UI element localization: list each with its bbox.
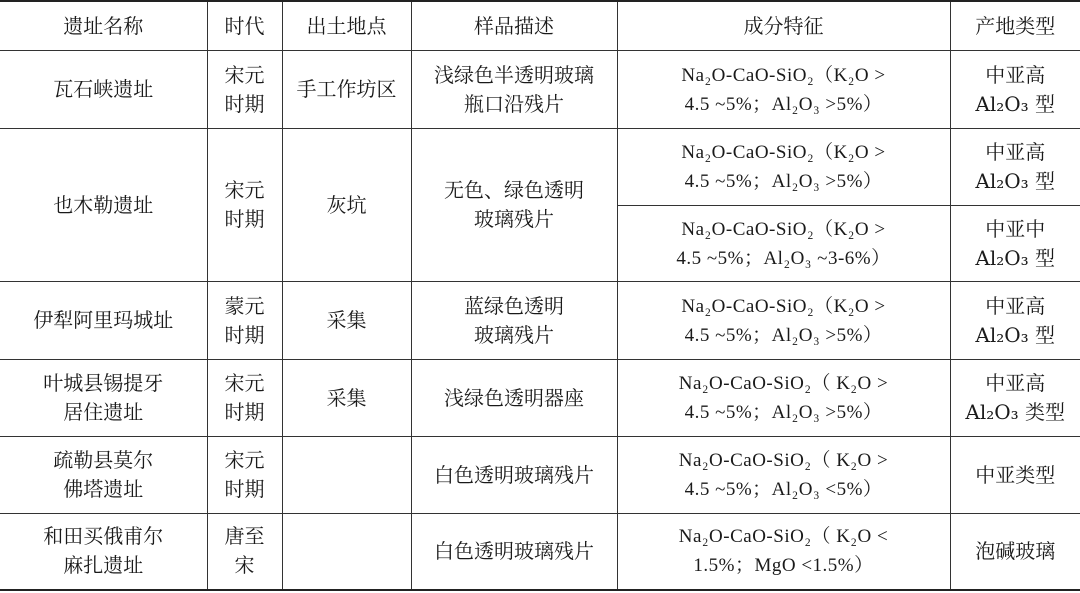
location-cell: 采集	[282, 282, 411, 360]
site-cell: 瓦石峡遗址	[0, 51, 207, 129]
table-row	[0, 129, 1080, 206]
header-location: 出土地点	[282, 1, 411, 51]
composition-cell: Na₂O-CaO-SiO₂（K₂O > 4.5 ~5%；Al₂O₃ >5%）	[617, 129, 950, 206]
site-cell: 和田买俄甫尔 麻扎遗址	[0, 514, 207, 590]
description-cell: 蓝绿色透明 玻璃残片	[411, 282, 617, 360]
description-cell: 白色透明玻璃残片	[411, 514, 617, 590]
origin-cell: 中亚高 Al₂O₃ 型	[950, 129, 1080, 206]
site-cell: 叶城县锡提牙 居住遗址	[0, 360, 207, 437]
composition-cell: Na₂O-CaO-SiO₂（ K₂O > 4.5 ~5%；Al₂O₃ <5%）	[617, 437, 950, 514]
origin-cell: 中亚高 Al₂O₃ 类型	[950, 360, 1080, 437]
table-row	[0, 282, 1080, 360]
origin-cell: 中亚高 Al₂O₃ 型	[950, 282, 1080, 360]
header-origin: 产地类型	[950, 1, 1080, 51]
location-cell	[282, 514, 411, 590]
location-cell: 采集	[282, 360, 411, 437]
period-cell: 宋元 时期	[207, 360, 282, 437]
composition-cell: Na₂O-CaO-SiO₂（K₂O > 4.5 ~5%；Al₂O₃ ~3-6%）	[617, 206, 950, 282]
header-composition: 成分特征	[617, 1, 950, 51]
header-description: 样品描述	[411, 1, 617, 51]
location-cell: 手工作坊区	[282, 51, 411, 129]
description-cell: 无色、绿色透明 玻璃残片	[411, 129, 617, 282]
header-site: 遗址名称	[0, 1, 207, 51]
composition-cell: Na₂O-CaO-SiO₂（K₂O > 4.5 ~5%；Al₂O₃ >5%）	[617, 282, 950, 360]
composition-cell: Na₂O-CaO-SiO₂（ K₂O > 4.5 ~5%；Al₂O₃ >5%）	[617, 360, 950, 437]
period-cell: 蒙元 时期	[207, 282, 282, 360]
site-cell: 也木勒遗址	[0, 129, 207, 282]
period-cell: 宋元 时期	[207, 437, 282, 514]
location-cell: 灰坑	[282, 129, 411, 282]
period-cell: 宋元 时期	[207, 51, 282, 129]
location-cell	[282, 437, 411, 514]
table-row	[0, 514, 1080, 590]
origin-cell: 泡碱玻璃	[950, 514, 1080, 590]
origin-cell: 中亚高 Al₂O₃ 型	[950, 51, 1080, 129]
period-cell: 唐至 宋	[207, 514, 282, 590]
table-row	[0, 360, 1080, 437]
description-cell: 白色透明玻璃残片	[411, 437, 617, 514]
description-cell: 浅绿色透明器座	[411, 360, 617, 437]
table-row	[0, 51, 1080, 129]
header-row	[0, 1, 1080, 51]
origin-cell: 中亚类型	[950, 437, 1080, 514]
site-cell: 疏勒县莫尔 佛塔遗址	[0, 437, 207, 514]
composition-cell: Na₂O-CaO-SiO₂（K₂O > 4.5 ~5%；Al₂O₃ >5%）	[617, 51, 950, 129]
description-cell: 浅绿色半透明玻璃 瓶口沿残片	[411, 51, 617, 129]
composition-cell: Na₂O-CaO-SiO₂（ K₂O < 1.5%；MgO <1.5%）	[617, 514, 950, 590]
table-row	[0, 437, 1080, 514]
period-cell: 宋元 时期	[207, 129, 282, 282]
site-cell: 伊犁阿里玛城址	[0, 282, 207, 360]
origin-cell: 中亚中 Al₂O₃ 型	[950, 206, 1080, 282]
header-period: 时代	[207, 1, 282, 51]
